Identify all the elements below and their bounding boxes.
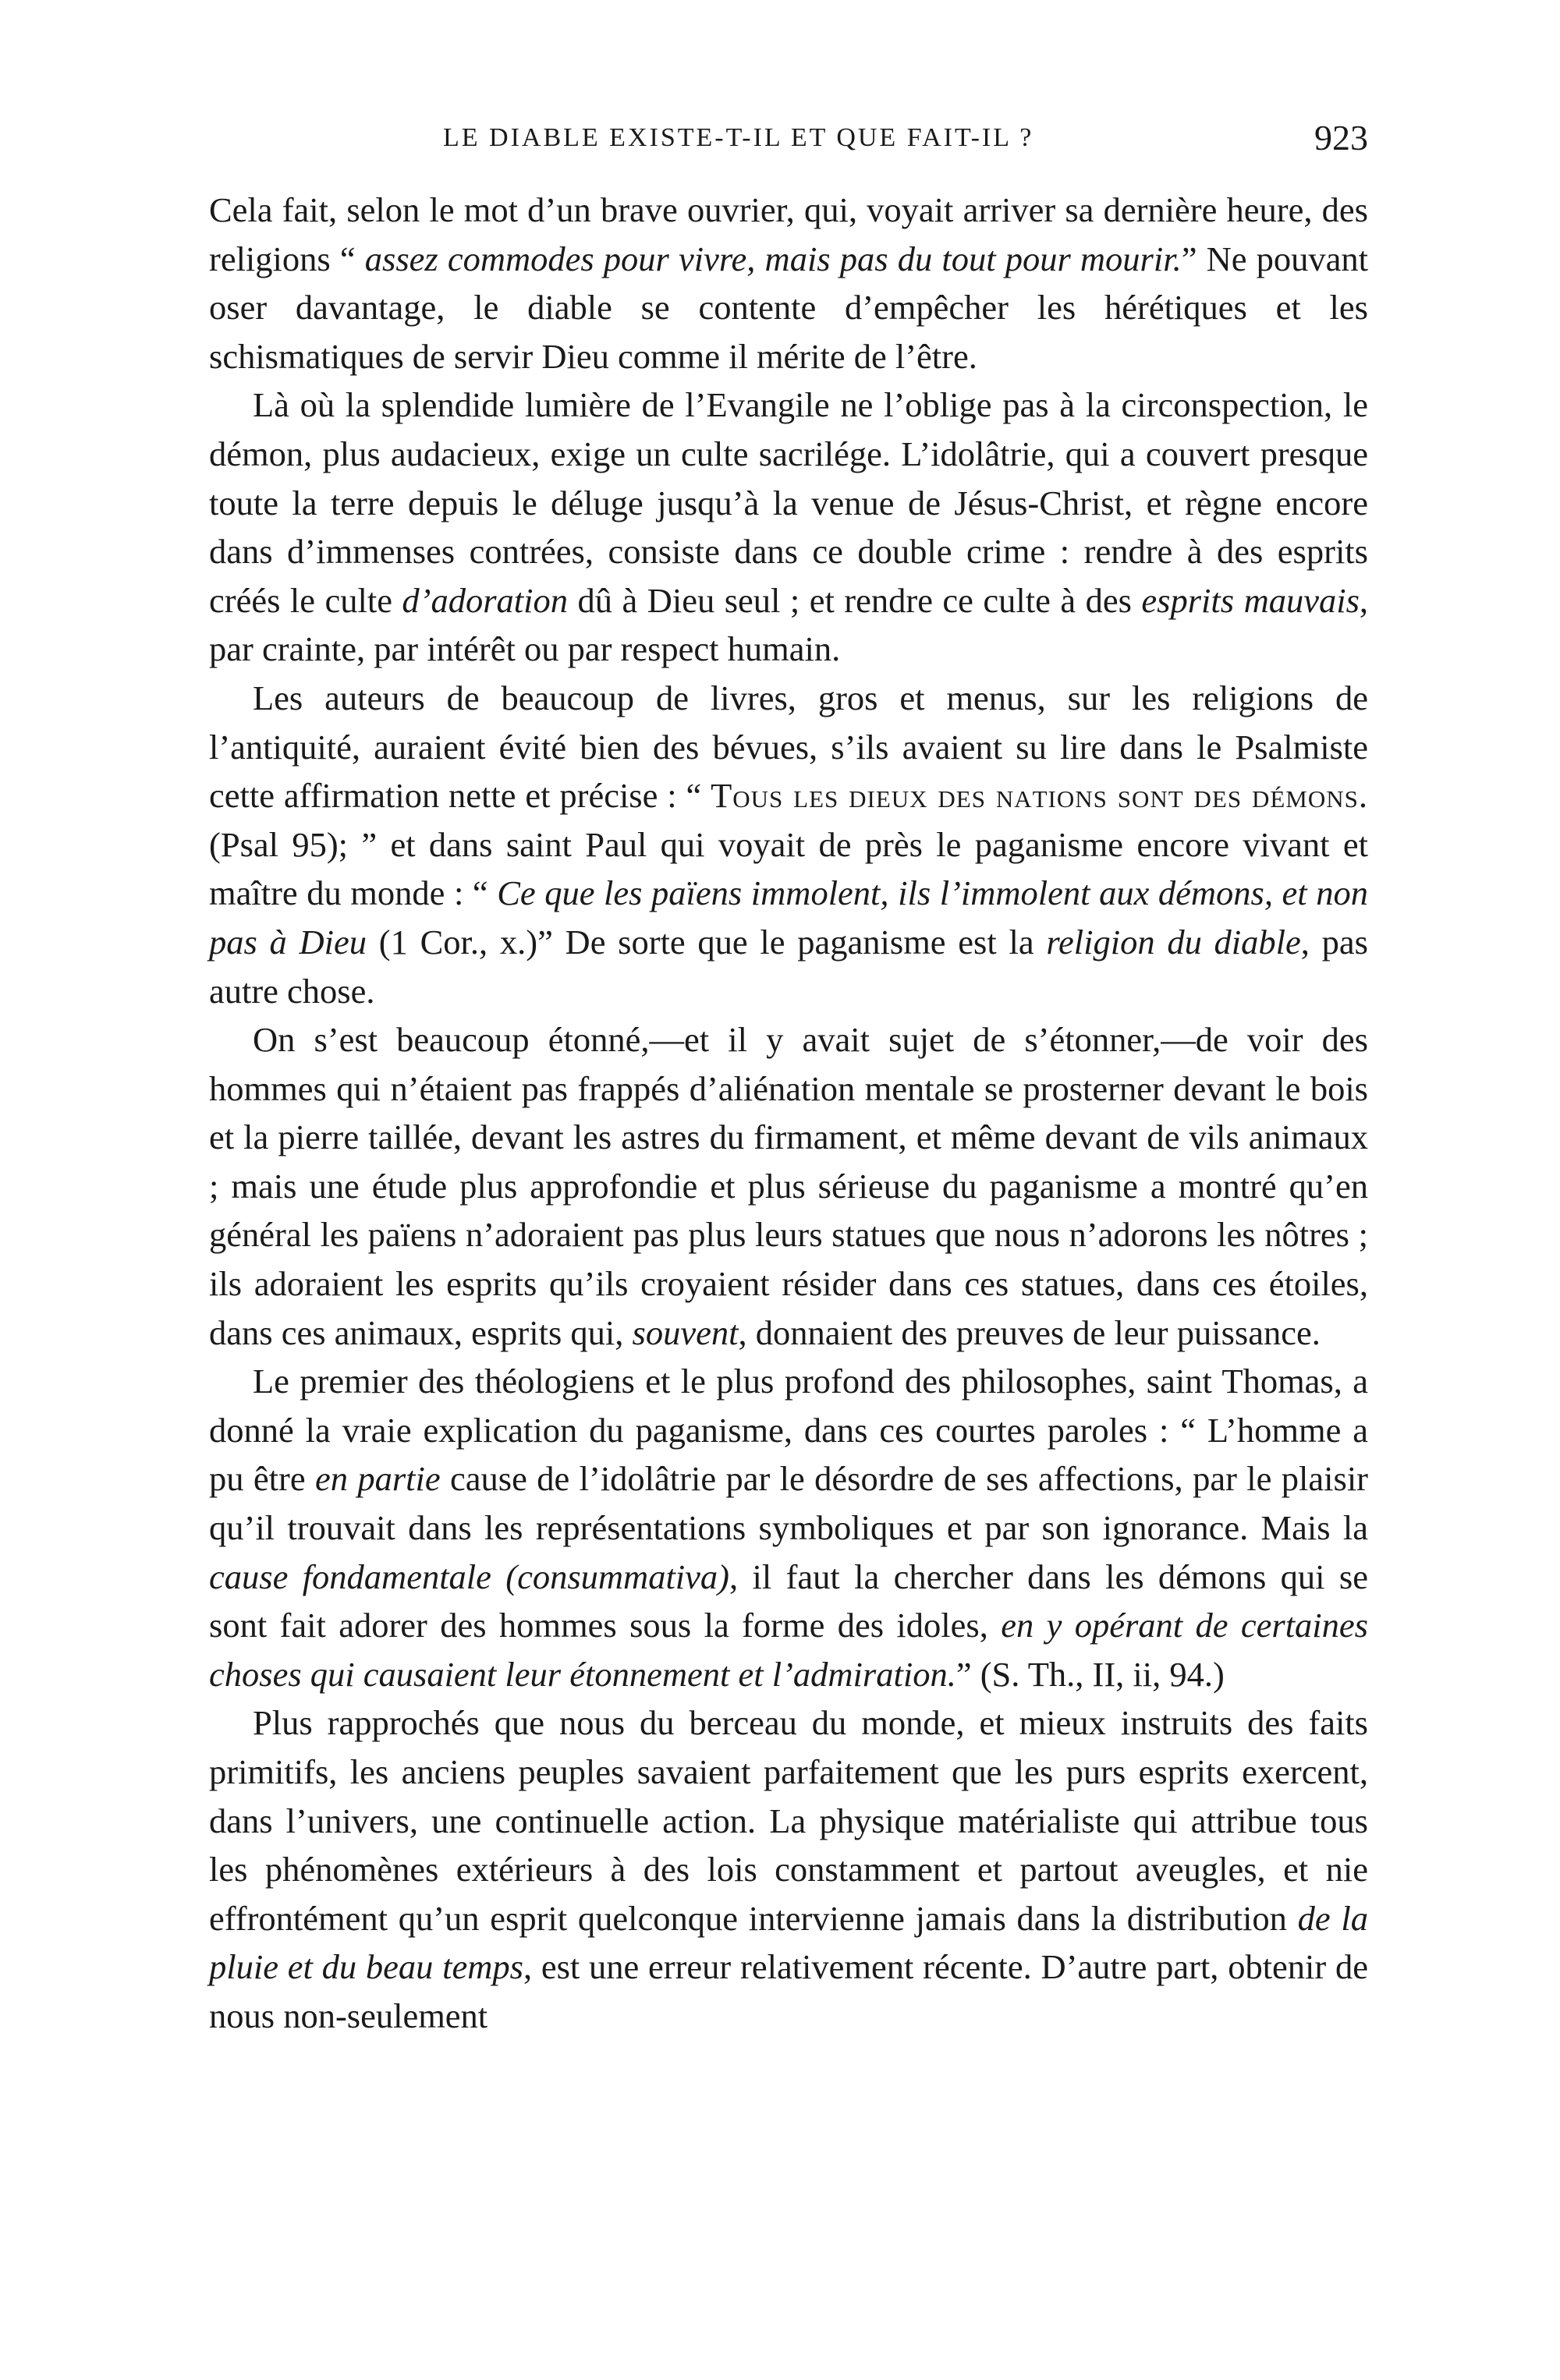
italic-phrase: esprits mauvais [1141,580,1360,620]
text-run: Cela fait, selon le mot d’un brave ouvrier, qui, voyait arriver sa dernière heure, des religions “ [209,190,1368,278]
text-run: ” (S. Th., II, ii, 94.) [956,1654,1225,1694]
italic-phrase: souvent [632,1312,739,1352]
paragraph [209,1015,1368,1357]
text-run: (1 Cor., x.)” De sorte que le paganisme est la [367,922,1047,962]
body-text [209,186,1368,2041]
italic-phrase: religion du diable [1046,922,1301,962]
text-run: , pas autre chose. [209,922,1368,1011]
italic-phrase: d’adoration [402,580,569,620]
text-run: ” Ne pouvant oser davantage, le diable se contente d’empêcher les hérétiques et les schismatiques de servir Dieu comme il mérite de l’être. [209,239,1369,376]
italic-phrase: en y opérant de certaines choses qui causaient leur étonnement et l’admiration. [209,1606,1368,1694]
paragraph [209,1357,1368,1698]
text-run: , il faut la chercher dans les démons qui se sont fait adorer des hommes sous la forme des idoles, [209,1557,1368,1645]
book-page [209,117,1368,2347]
paragraph [209,1698,1368,2040]
text-run: dû à Dieu seul ; et rendre ce culte à des [568,580,1142,620]
text-run: Plus rapprochés que nous du berceau du monde, et mieux instruits des faits primitifs, les anciens peuples savaient parfaitement que les purs esprits exercent, dans l’univers, une continuelle action. La physique matérialiste qui attribue tous les phénomènes extérieurs à des lois constamment et partout aveugles, et nie effrontément qu’un esprit quelconque intervienne jamais dans la distribution [209,1703,1368,1938]
text-run: On s’est beaucoup étonné,—et il y avait sujet de s’étonner,—de voir des hommes qui n’étaient pas frappés d’aliénation mentale se prosterner devant le bois et la pierre taillée, devant les astres du firmament, et même devant de vils animaux ; mais une étude plus approfondie et plus sérieuse du paganisme a montré qu’en général les païens n’adoraient pas plus leurs statues que nous n’adorons les nôtres ; ils adoraient les esprits qu’ils croyaient résider dans ces statues, dans ces étoiles, dans ces animaux, esprits qui, [209,1020,1368,1352]
running-title: LE DIABLE EXISTE-T-IL ET QUE FAIT-IL ? [443,123,1034,152]
text-run: Les auteurs de beaucoup de livres, gros et menus, sur les religions de l’antiquité, auraient évité bien des bévues, s’ils avaient su lire dans le Psalmiste cette affirmation nette et précise : “ [209,678,1368,816]
italic-phrase: de la pluie et du beau temps [209,1898,1368,1987]
italic-phrase: assez commodes pour vivre, mais pas du tout pour mourir. [364,239,1182,278]
paragraph [209,381,1368,674]
paragraph [209,186,1368,381]
text-run: , est une erreur relativement récente. D’autre part, obtenir de nous non-seulement [209,1947,1368,2035]
italic-phrase: cause fondamentale (consummativa) [209,1557,729,1596]
italic-phrase: Ce que les païens immolent, ils l’immolent aux démons, et non pas à Dieu [209,873,1368,962]
running-head [209,117,1368,164]
page-number: 923 [1314,118,1368,158]
text-run: Le premier des théologiens et le plus profond des philosophes, saint Thomas, a donné la vraie explication du paganisme, dans ces courtes paroles : “ L’homme a pu être [209,1362,1368,1499]
paragraph [209,674,1368,1015]
text-run: Là où la splendide lumière de l’Evangile ne l’oblige pas à la circonspection, le démon, plus audacieux, exige un culte sacrilége. L’idolâtrie, qui a couvert presque toute la terre depuis le déluge jusqu’à la venue de Jésus-Christ, et règne encore dans d’immenses contrées, consiste dans ce double crime : rendre à des esprits créés le culte [209,385,1368,620]
text-run: (Psal 95); ” et dans saint Paul qui voyait de près le paganisme encore vivant et maître du monde : “ [209,824,1368,913]
text-run: , donnaient des preuves de leur puissance. [738,1312,1321,1352]
text-run: cause de l’idolâtrie par le désordre de ses affections, par le plaisir qu’il trouvait dans les représentations symboliques et par son ignorance. Mais la [209,1459,1368,1548]
italic-phrase: en partie [314,1459,441,1499]
small-caps-phrase: Tous les dieux des nations sont des démons. [711,776,1368,816]
text-run: , par crainte, par intérêt ou par respect humain. [209,580,1369,669]
